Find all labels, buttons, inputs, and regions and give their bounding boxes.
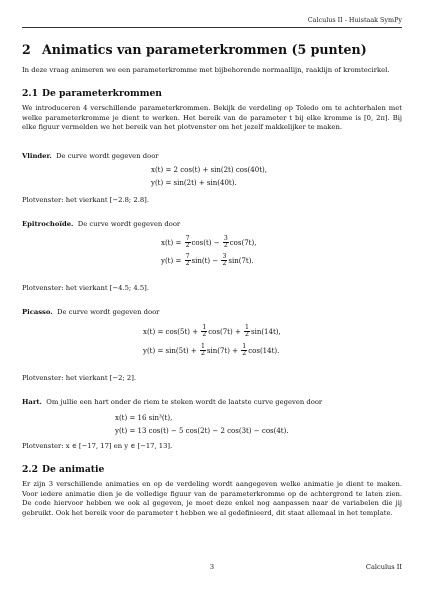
eq-term: sin(7t). bbox=[228, 256, 254, 265]
curve-desc: De curve wordt gegeven door bbox=[56, 152, 159, 160]
fraction bbox=[201, 325, 207, 339]
denominator: 2 bbox=[200, 350, 205, 358]
subsection-heading-1 bbox=[22, 88, 402, 100]
section-title: Animatics van parameterkrommen (5 punten) bbox=[42, 42, 367, 57]
curve-name: Hart. bbox=[22, 398, 42, 406]
fraction bbox=[241, 344, 247, 358]
equation-x: x(t) = 2 cos(t) + sin(2t) cos(40t), bbox=[151, 166, 267, 174]
subsection-number: 2.1 bbox=[22, 88, 38, 99]
denominator: 2 bbox=[242, 350, 247, 358]
equation-y bbox=[143, 344, 279, 358]
equation-x bbox=[161, 236, 256, 250]
plot-window-epitrochoide bbox=[22, 284, 402, 294]
eq-lhs: y(t) = sin(5t) + bbox=[143, 346, 197, 355]
subsection-1-paragraph bbox=[22, 104, 402, 133]
subsection-heading-2 bbox=[22, 464, 402, 476]
curve-hart bbox=[22, 398, 402, 408]
curve-desc: De curve wordt gegeven door bbox=[77, 220, 181, 228]
plot-window-text: Plotvenster: x ∈ [−17, 17] en y ∈ [−17, 13]. bbox=[22, 442, 173, 450]
equation-y: y(t) = 13 cos(t) − 5 cos(2t) − 2 cos(3t) − cos(4t). bbox=[115, 427, 289, 435]
equation-y bbox=[161, 254, 254, 268]
eq-term: sin(7t) + bbox=[206, 346, 239, 355]
curve-picasso bbox=[22, 308, 402, 318]
equation-x bbox=[143, 325, 281, 339]
numerator: 7 bbox=[185, 235, 190, 242]
eq-term: sin(t) − bbox=[191, 256, 219, 265]
denominator: 2 bbox=[222, 260, 227, 268]
footer-course: Calculus II bbox=[365, 563, 402, 571]
subsection-2-text: Er zijn 3 verschillende animaties en op de verdeling wordt aangegeven welke animatie je dient te maken. Voor iedere animatie dien je de volledige figuur van de parameterkromme op de achtergrond te laten zien. De code hiervoor hebben we ook al gegeven, je moet deze enkel nog aanpassen naar de variabelen die jij gebruikt. Ook het bereik voor de parameter t hebben we al gedefinieerd, dit staat allemaal in het template. bbox=[22, 480, 402, 517]
section-number: 2 bbox=[22, 42, 31, 57]
eq-lhs: y(t) = bbox=[161, 256, 182, 265]
eq-term: cos(7t), bbox=[229, 238, 257, 247]
subsection-1-text: We introduceren 4 verschillende parameterkrommen. Bekijk de verdeling op Toledo om te achterhalen met welke parameterkromme je dient te werken. Het bereik van de parameter t bij elke kromme is [0, 2π]. Bij elke figuur vermelden we het bereik van het plotvenster om het jezelf makkelijker te maken. bbox=[22, 104, 402, 132]
intro-paragraph bbox=[22, 66, 402, 76]
subsection-number: 2.2 bbox=[22, 464, 38, 475]
equation-x: x(t) = 16 sin³(t), bbox=[115, 414, 173, 422]
section-heading bbox=[22, 42, 402, 57]
subsection-title: De parameterkrommen bbox=[42, 88, 162, 99]
numerator: 1 bbox=[245, 324, 249, 331]
plot-window-text: Plotvenster: het vierkant [−2.8; 2.8]. bbox=[22, 196, 149, 204]
subsection-2-paragraph bbox=[22, 480, 402, 518]
fraction bbox=[223, 236, 229, 250]
curve-name: Epitrochoïde. bbox=[22, 220, 74, 228]
plot-window-picasso bbox=[22, 374, 402, 384]
denominator: 2 bbox=[202, 331, 207, 339]
fraction bbox=[221, 254, 227, 268]
header-rule bbox=[22, 27, 402, 28]
subsection-title: De animatie bbox=[42, 464, 105, 475]
plot-window-text: Plotvenster: het vierkant [−4.5; 4.5]. bbox=[22, 284, 149, 292]
fraction bbox=[244, 325, 250, 339]
fraction bbox=[185, 236, 191, 250]
denominator: 2 bbox=[223, 242, 228, 250]
numerator: 7 bbox=[185, 253, 190, 260]
numerator: 3 bbox=[222, 253, 227, 260]
eq-term: cos(t) − bbox=[191, 238, 220, 247]
equation-y: y(t) = sin(2t) + sin(40t). bbox=[151, 179, 237, 187]
curve-epitrochoide bbox=[22, 220, 402, 230]
curve-name: Picasso. bbox=[22, 308, 53, 316]
numerator: 1 bbox=[242, 343, 247, 350]
eq-term: sin(14t), bbox=[250, 327, 281, 336]
running-head: Calculus II - Huistaak SymPy bbox=[307, 16, 402, 24]
curve-name: Vlinder. bbox=[22, 152, 52, 160]
plot-window-hart bbox=[22, 442, 402, 452]
denominator: 2 bbox=[185, 242, 190, 250]
numerator: 1 bbox=[202, 324, 207, 331]
plot-window-text: Plotvenster: het vierkant [−2; 2]. bbox=[22, 374, 137, 382]
denominator: 2 bbox=[185, 260, 190, 268]
intro-text: In deze vraag animeren we een parameterkromme met bijbehorende normaallijn, raaklijn of kromtecirkel. bbox=[22, 66, 390, 74]
eq-lhs: x(t) = bbox=[161, 238, 182, 247]
curve-desc: Om jullie een hart onder de riem te steken wordt de laatste curve gegeven door bbox=[46, 398, 323, 406]
numerator: 1 bbox=[200, 343, 205, 350]
eq-term: cos(14t). bbox=[248, 346, 280, 355]
plot-window-vlinder bbox=[22, 196, 402, 206]
numerator: 3 bbox=[223, 235, 228, 242]
page-number: 3 bbox=[209, 563, 215, 571]
denominator: 2 bbox=[245, 331, 249, 339]
curve-desc: De curve wordt gegeven door bbox=[57, 308, 160, 316]
fraction bbox=[185, 254, 191, 268]
eq-lhs: x(t) = cos(5t) + bbox=[143, 327, 199, 336]
eq-term: cos(7t) + bbox=[208, 327, 241, 336]
curve-vlinder bbox=[22, 152, 402, 162]
fraction bbox=[200, 344, 206, 358]
